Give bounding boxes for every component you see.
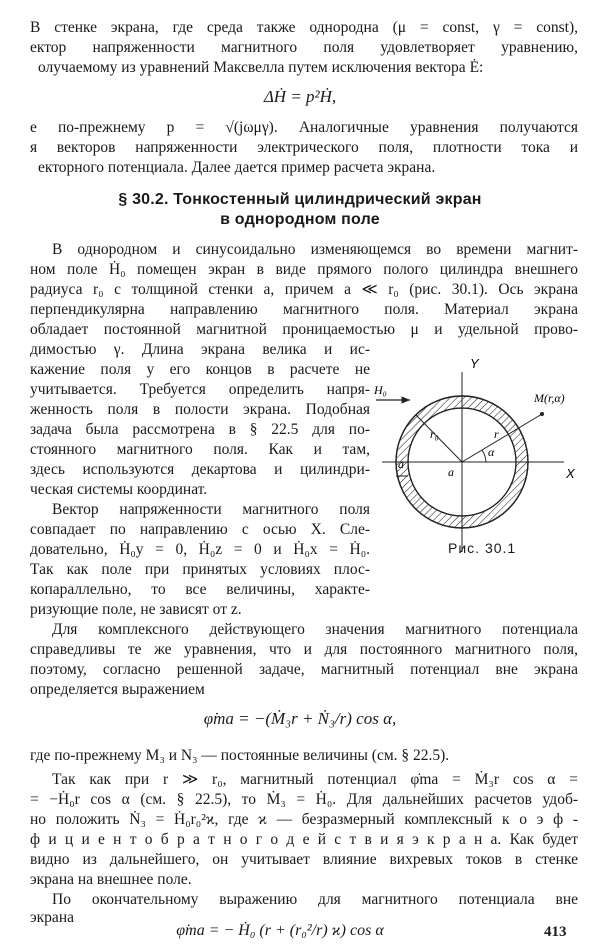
- r0-line: [416, 415, 462, 462]
- text-line: довательно, Ḣ₀y = 0, Ḣ₀z = 0 и Ḣ₀x = Ḣ₀.: [30, 541, 370, 558]
- text-line: поэтому, согласно решенной задаче, магнитный потенциал вне экрана: [30, 661, 578, 678]
- label-r0: r₀: [430, 427, 439, 441]
- section-heading: § 30.2. Тонкостенный цилиндрический экран: [118, 191, 482, 208]
- label-a-center: a: [448, 465, 454, 479]
- text-line: видно из дальнейшего, он учитывает влияние вихревых токов в стенке: [30, 851, 578, 868]
- label-y: Y: [470, 356, 479, 371]
- figure-30-1: [368, 352, 588, 592]
- text-line: ф и ц и е н т о б р а т н о г о д е й с т в и я э к р а н а. Как будет: [30, 831, 578, 848]
- text-line: экрана на внешнее поле.: [30, 871, 192, 888]
- text-line: радиуса r₀ с толщиной стенки a, причем a ≪ r₀ (рис. 30.1). Ось экрана: [30, 281, 578, 298]
- label-a-left: a: [398, 457, 404, 471]
- text-line: екторного потенциала. Далее дается пример расчета экрана.: [38, 159, 436, 176]
- text-line: женность поля в полости экрана. Подобная: [30, 401, 370, 418]
- label-r: r: [494, 427, 499, 441]
- label-h0: H₀: [374, 383, 387, 397]
- text-line: обладает постоянной магнитной проницаемостью μ и удельной прово-: [30, 321, 578, 338]
- page-number: 413: [544, 924, 567, 940]
- text-line: копараллельно, то все величины, характе-: [30, 581, 370, 598]
- label-alpha: α: [488, 445, 495, 459]
- figure-caption: Рис. 30.1: [448, 540, 517, 556]
- text-line: здесь используются декартова и цилиндри-: [30, 461, 370, 478]
- text-line: где по-прежнему M₃ и N₃ — постоянные величины (см. § 22.5).: [30, 747, 450, 764]
- equation-3: φ̇ma = − Ḣ₀ (r + (r₀²/r) ϰ) cos α: [176, 922, 384, 939]
- text-line: ризующие поле, не зависят от z.: [30, 601, 242, 618]
- label-x: X: [566, 466, 575, 481]
- text-line: стоянного магнитного поля. Как и там,: [30, 441, 370, 458]
- label-m: M(r,α): [534, 391, 565, 405]
- text-line: ектор напряженности магнитного поля удовлетворяет уравнению,: [30, 39, 578, 56]
- text-line: = −Ḣ₀r cos α (см. § 22.5), то Ṁ₃ = Ḣ₀. Для дальнейших расчетов удоб-: [30, 791, 578, 808]
- text-line: ном поле Ḣ₀ помещен экран в виде прямого полого цилиндра внешнего: [30, 261, 578, 278]
- text-line: олучаемому из уравнений Максвелла путем исключения вектора Ė:: [38, 59, 484, 76]
- text-line: кажение поля у его концов в расчете не: [30, 361, 370, 378]
- alpha-arc: [482, 450, 486, 462]
- equation-2: φ̇ma = −(Ṁ₃r + Ṅ₃/r) cos α,: [203, 709, 397, 728]
- text-line: определяется выражением: [30, 681, 205, 698]
- text-line: но положить Ṅ₃ = Ḣ₀r₀²ϰ, где ϰ — безразмерный комплексный к о э ф -: [30, 811, 578, 828]
- text-line: перпендикулярна направлению магнитного поля. Материал экрана: [30, 301, 578, 318]
- text-line: Вектор напряженности магнитного поля: [52, 501, 370, 518]
- text-line: Так как поле при принятых условиях плос-: [30, 561, 370, 578]
- text-line: учитывается. Требуется определить напря-: [30, 381, 370, 398]
- text-line: димостью γ. Длина экрана велика и ис-: [30, 341, 370, 358]
- text-line: Так как при r ≫ r₀, магнитный потенциал φ̇ma = Ṁ₃r cos α =: [52, 771, 578, 788]
- text-line: В однородном и синусоидально изменяющемся во времени магнит-: [52, 241, 578, 258]
- text-line: справедливы те же уравнения, что и для постоянного магнитного поля,: [30, 641, 578, 658]
- point-m: [540, 412, 544, 416]
- text-line: В стенке экрана, где среда также однородна (μ = const, γ = const),: [30, 19, 578, 36]
- text-line: е по-прежнему p = √(jωμγ). Аналогичные уравнения получаются: [30, 119, 578, 136]
- text-line: задача была рассмотрена в § 22.5 для по-: [30, 421, 370, 438]
- equation-1: ΔḢ = p²Ḣ,: [263, 87, 337, 106]
- text-line: По окончательному выражению для магнитного потенциала вне: [52, 891, 578, 908]
- text-line: Для комплексного действующего значения магнитного потенциала: [52, 621, 578, 638]
- text-line: экрана: [30, 909, 74, 926]
- text-line: совпадает по направлению с осью X. Сле-: [30, 521, 370, 538]
- section-heading-line2: в однородном поле: [220, 211, 380, 228]
- text-line: я векторов напряженности электрического поля, плотности тока и: [30, 139, 578, 156]
- text-line: ческая системы координат.: [30, 481, 208, 498]
